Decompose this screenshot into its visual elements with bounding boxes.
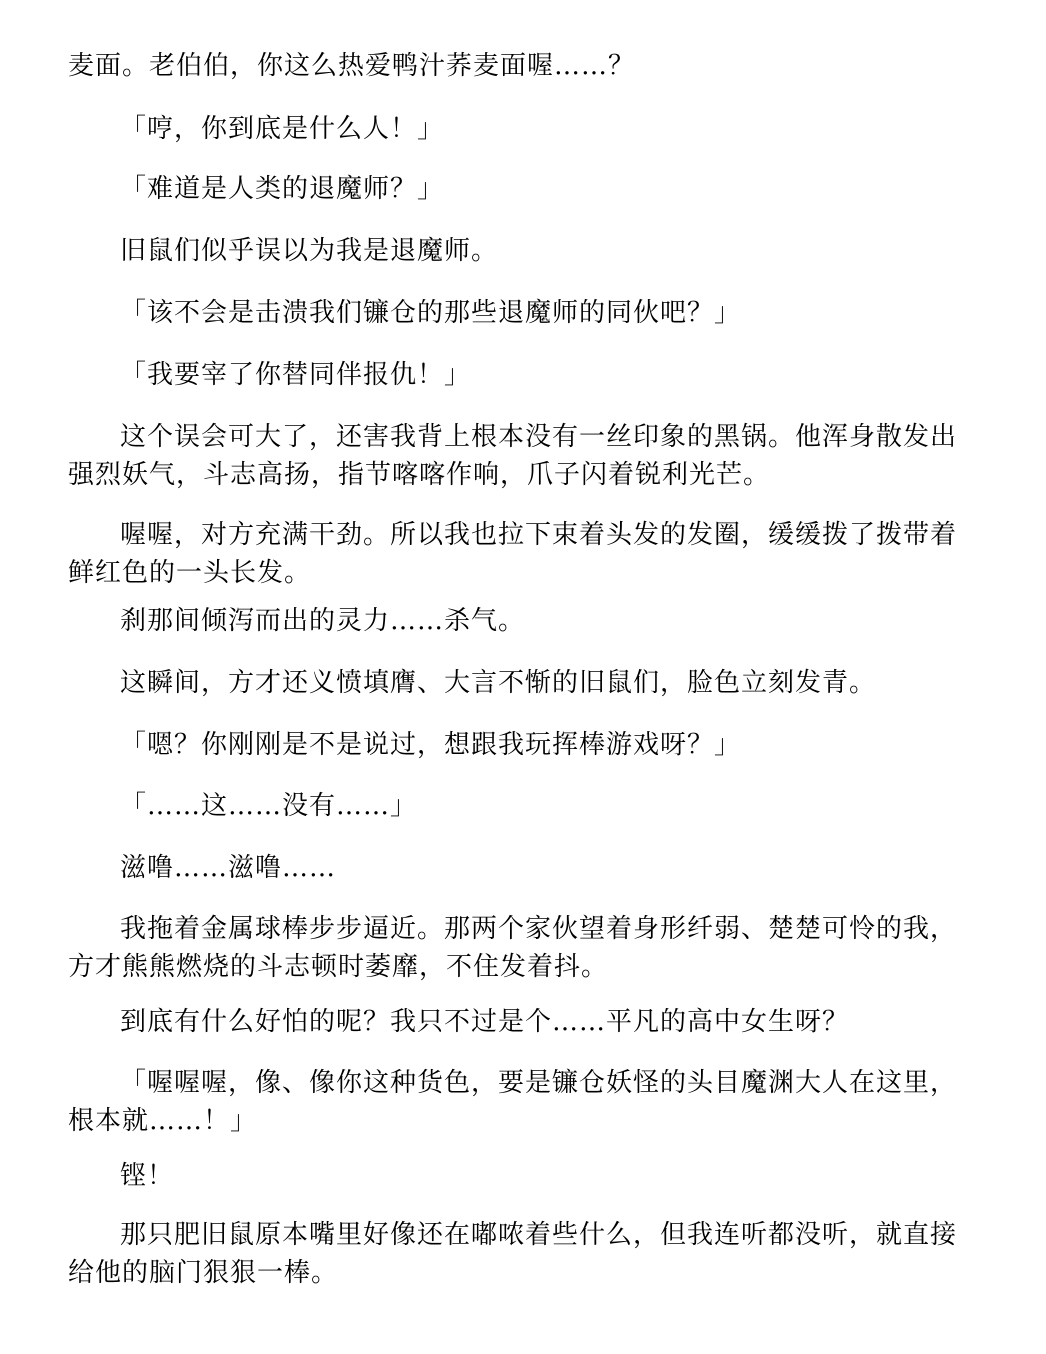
- paragraph: 到底有什么好怕的呢？我只不过是个……平凡的高中女生呀？: [120, 1007, 850, 1037]
- paragraph: 喔喔，对方充满干劲。所以我也拉下束着头发的发圈，缓缓拨了拨带着鲜红色的一头长发。: [68, 520, 958, 588]
- paragraph: 我拖着金属球棒步步逼近。那两个家伙望着身形纤弱、楚楚可怜的我，方才熊熊燃烧的斗志顿时萎靡，不住发着抖。: [68, 914, 958, 982]
- paragraph: 「……这……没有……」: [120, 791, 418, 821]
- paragraph: 刹那间倾泻而出的灵力……杀气。: [120, 606, 526, 636]
- paragraph: 滋噜……滋噜……: [120, 853, 337, 883]
- paragraph: 「难道是人类的退魔师？」: [120, 174, 445, 204]
- paragraph: 这瞬间，方才还义愤填膺、大言不惭的旧鼠们，脸色立刻发青。: [120, 668, 877, 698]
- paragraph: 「哼，你到底是什么人！」: [120, 114, 445, 144]
- paragraph: 这个误会可大了，还害我背上根本没有一丝印象的黑锅。他浑身散发出强烈妖气，斗志高扬，指节喀喀作响，爪子闪着锐利光芒。: [68, 422, 958, 490]
- paragraph: 「我要宰了你替同伴报仇！」: [120, 360, 472, 390]
- paragraph: 旧鼠们似乎误以为我是退魔师。: [120, 236, 499, 266]
- paragraph: 「嗯？你刚刚是不是说过，想跟我玩挥棒游戏呀？」: [120, 730, 742, 760]
- paragraph: 铿！: [120, 1161, 175, 1191]
- paragraph: 「喔喔喔，像、像你这种货色，要是镰仓妖怪的头目魔渊大人在这里，根本就……！」: [68, 1068, 958, 1136]
- paragraph: 那只肥旧鼠原本嘴里好像还在嘟哝着些什么，但我连听都没听，就直接给他的脑门狠狠一棒。: [68, 1220, 958, 1288]
- paragraph: 「该不会是击溃我们镰仓的那些退魔师的同伙吧？」: [120, 298, 742, 328]
- paragraph: 麦面。老伯伯，你这么热爱鸭汁荞麦面喔……？: [68, 51, 636, 81]
